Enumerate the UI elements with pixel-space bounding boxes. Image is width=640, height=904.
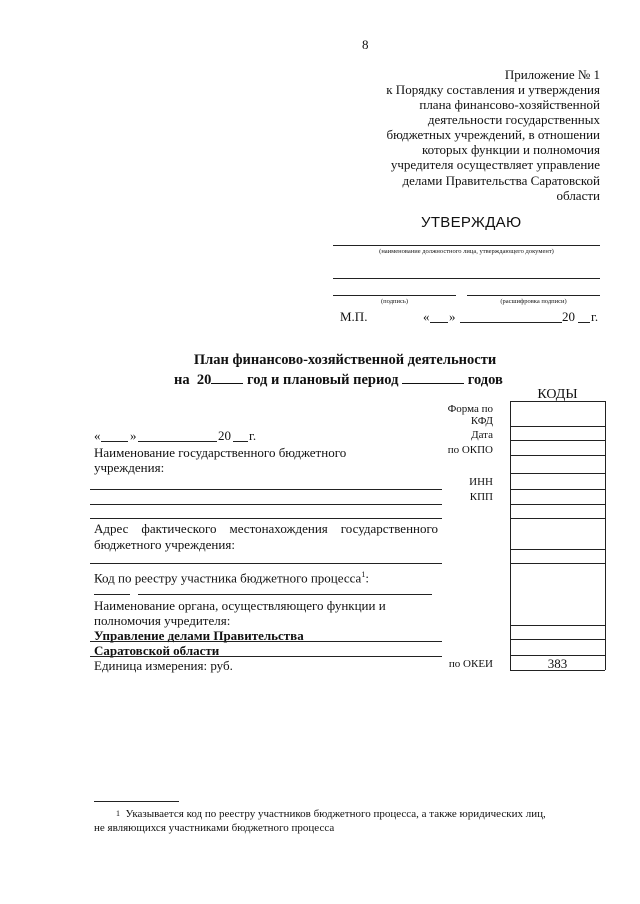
appendix-line: делами Правительства Саратовской xyxy=(402,172,600,188)
codes-row-line xyxy=(510,440,605,441)
unit-label: Единица измерения: руб. xyxy=(94,658,233,673)
form-day-line xyxy=(101,441,128,442)
authority-value: Управление делами Правительства xyxy=(94,628,304,643)
date-label: Дата xyxy=(471,429,493,441)
form-year-suffix: г. xyxy=(249,428,257,443)
appendix-line: учредителя осуществляет управление xyxy=(390,157,600,173)
address-label xyxy=(94,521,438,536)
footnote-text-2: не являющихся участниками бюджетного процесса xyxy=(94,822,335,834)
plan-title-middle: год и плановый период xyxy=(246,372,399,388)
plan-title-year: 20 xyxy=(196,372,212,388)
approval-day-line xyxy=(430,322,448,323)
appendix-line: деятельности государственных xyxy=(427,112,600,128)
codes-row-line xyxy=(510,625,605,626)
form-date-open: « xyxy=(94,428,101,443)
authority-line-2 xyxy=(90,656,442,657)
registry-footnote-mark: 1 xyxy=(361,570,366,579)
footnote-line-1 xyxy=(94,808,546,820)
approval-month-line xyxy=(460,322,562,323)
approval-year-line xyxy=(578,322,590,323)
appendix-title: Приложение № 1 xyxy=(504,67,600,82)
form-label-1: Форма по xyxy=(447,403,493,415)
decipher-line xyxy=(467,295,600,296)
plan-title-line1: План финансово-хозяйственной деятельности xyxy=(193,352,497,368)
appendix-line: которых функции и полномочия xyxy=(421,142,600,158)
okpo-label: по ОКПО xyxy=(447,444,493,456)
institution-name-line xyxy=(90,518,442,519)
form-label-2: КФД xyxy=(470,415,493,427)
codes-table-right-border xyxy=(605,401,606,670)
plan-title-on: на xyxy=(174,372,190,388)
form-date-close: » xyxy=(130,428,137,443)
codes-row-line xyxy=(510,401,605,402)
registry-code-line-1 xyxy=(94,594,130,595)
codes-row-line xyxy=(510,639,605,640)
authority-value-2: Саратовской области xyxy=(94,643,220,658)
inn-label: ИНН xyxy=(469,476,493,488)
institution-name-label: Наименование государственного бюджетного xyxy=(94,445,347,460)
appendix-line: плана финансово-хозяйственной xyxy=(419,97,600,113)
authority-line xyxy=(90,641,442,642)
authority-label-2: полномочия учредителя: xyxy=(94,613,231,628)
institution-name-line xyxy=(90,489,442,490)
registry-code-line-2 xyxy=(138,594,432,595)
codes-row-line xyxy=(510,455,605,456)
codes-row-line xyxy=(510,426,605,427)
address-line xyxy=(90,563,442,564)
authority-label: Наименование органа, осуществляющего функции и xyxy=(94,598,386,613)
approval-year-suffix: г. xyxy=(591,309,599,324)
codes-row-line xyxy=(510,549,605,550)
appendix-line: бюджетных учреждений, в отношении xyxy=(386,127,600,143)
stamp-label: М.П. xyxy=(340,309,368,324)
footnote-text-1: Указывается код по реестру участников бюджетного процесса, а также юридических лиц, xyxy=(125,808,546,820)
approval-heading: УТВЕРЖДАЮ xyxy=(421,214,522,231)
address-word: местонахождения xyxy=(229,521,328,536)
appendix-line: области xyxy=(556,187,600,203)
codes-row-line xyxy=(510,489,605,490)
okei-value: 383 xyxy=(547,656,568,671)
position-caption: (наименование должностного лица, утверждающего документ) xyxy=(379,248,554,255)
address-word: государственного xyxy=(340,521,438,536)
codes-row-line xyxy=(510,473,605,474)
approval-date-open: « xyxy=(423,309,430,324)
okei-label: по ОКЕИ xyxy=(448,658,493,670)
plan-title-line2 xyxy=(174,370,503,389)
appendix-line: к Порядку составления и утверждения xyxy=(386,82,600,97)
decipher-caption: (расшифровка подписи) xyxy=(500,298,567,305)
page-number: 8 xyxy=(362,37,369,52)
approval-year: 20 xyxy=(562,309,575,324)
form-year: 20 xyxy=(218,428,231,443)
codes-row-line xyxy=(510,504,605,505)
institution-name-label-2: учреждения: xyxy=(94,460,165,475)
codes-row-line xyxy=(510,563,605,564)
registry-code-text: Код по реестру участника бюджетного процесса xyxy=(94,570,362,586)
position-line-2 xyxy=(333,278,600,279)
registry-code-label xyxy=(94,567,369,585)
address-label-2: бюджетного учреждения: xyxy=(94,537,235,552)
form-year-line xyxy=(233,441,248,442)
signature-line xyxy=(333,295,456,296)
kpp-label: КПП xyxy=(469,491,493,503)
approval-date-close: » xyxy=(449,309,456,324)
address-word: Адрес xyxy=(94,521,129,536)
codes-table-left-border xyxy=(510,401,511,670)
institution-name-line xyxy=(90,504,442,505)
plan-title-years: годов xyxy=(467,372,503,388)
position-line xyxy=(333,245,600,246)
signature-caption: (подпись) xyxy=(381,298,408,305)
codes-row-line xyxy=(510,518,605,519)
footnote-separator xyxy=(94,801,179,802)
form-month-line xyxy=(138,441,217,442)
appendix-text xyxy=(300,82,600,203)
codes-header: КОДЫ xyxy=(537,387,578,402)
registry-colon: : xyxy=(365,570,369,586)
address-word: фактического xyxy=(141,521,217,536)
footnote-mark: 1 xyxy=(116,809,120,818)
